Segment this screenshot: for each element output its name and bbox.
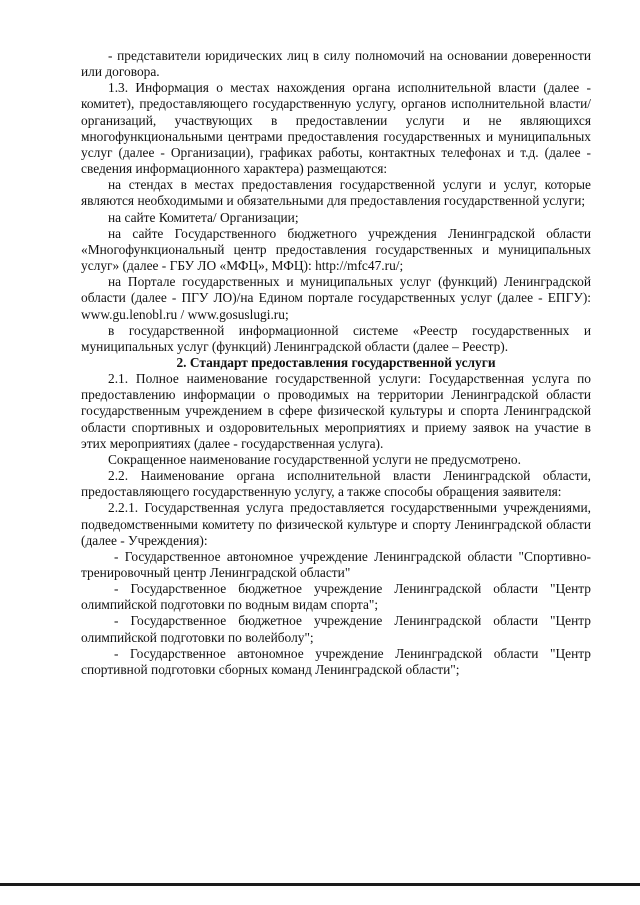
paragraph-2-2-1-institutions: 2.2.1. Государственная услуга предоставляется государственными учреждениями, подведомственными комитету по физической культуре и спорту Ленинградской области (далее - Учреждения): bbox=[81, 500, 591, 548]
section-heading: 2. Стандарт предоставления государственной услуги bbox=[176, 354, 496, 370]
document-page bbox=[81, 48, 591, 678]
list-item-institution: - Государственное автономное учреждение Ленинградской области "Центр спортивной подготовки сборных команд Ленинградской области"; bbox=[81, 645, 591, 677]
paragraph-1-3-information: 1.3. Информация о местах нахождения органа исполнительной власти (далее - комитет), предоставляющего государственную услугу, органов исполнительной власти/ организаций, участвующих в предоставлении услуги и не являющихся многофункциональными центрами предоставления государственных и муниципальных услуг (далее - Организации), графиках работы, контактных телефонах и т.д. (далее - сведения информационного характера) размещаются: bbox=[81, 80, 591, 177]
scan-edge-divider bbox=[0, 883, 640, 886]
paragraph-2-2-authority: 2.2. Наименование органа исполнительной власти Ленинградской области, предоставляющего государственную услугу, а также способы обращения заявителя: bbox=[81, 468, 591, 500]
paragraph-committee-site: на сайте Комитета/ Организации; bbox=[108, 209, 299, 225]
paragraph-portal: на Портале государственных и муниципальных услуг (функций) Ленинградской области (далее - ПГУ ЛО)/на Едином портале государственных услуг (далее - ЕПГУ): www.gu.lenobl.ru / www.gosuslugi.ru; bbox=[81, 274, 591, 322]
paragraph-legal-representatives: - представители юридических лиц в силу полномочий на основании доверенности или договора. bbox=[81, 48, 591, 80]
list-item-institution: - Государственное бюджетное учреждение Ленинградской области "Центр олимпийской подготовки по волейболу"; bbox=[81, 613, 591, 645]
paragraph-stands: на стендах в местах предоставления государственной услуги и услуг, которые являются необходимыми и обязательными для предоставления государственной услуги; bbox=[81, 177, 591, 209]
paragraph-mfc-site: на сайте Государственного бюджетного учреждения Ленинградской области «Многофункциональный центр предоставления государственных и муниципальных услуг» (далее - ГБУ ЛО «МФЦ», МФЦ): http://mfc47.ru/; bbox=[81, 225, 591, 274]
paragraph-registry: в государственной информационной системе «Реестр государственных и муниципальных услуг (функций) Ленинградской области (далее – Реестр). bbox=[81, 322, 591, 354]
paragraph-short-name: Сокращенное наименование государственной услуги не предусмотрено. bbox=[108, 451, 521, 467]
list-item-institution: - Государственное автономное учреждение Ленинградской области "Спортивно-тренировочный центр Ленинградской области" bbox=[81, 548, 591, 580]
paragraph-2-1-full-name: 2.1. Полное наименование государственной услуги: Государственная услуга по предоставлению информации о проводимых на территории Ленинградской области государственным учреждением в сфере физической культуры и спорта Ленинградской области спортивных и оздоровительных мероприятиях и приему заявок на участие в этих мероприятиях (далее - государственная услуга). bbox=[81, 371, 591, 451]
list-item-institution: - Государственное бюджетное учреждение Ленинградской области "Центр олимпийской подготовки по водным видам спорта"; bbox=[81, 581, 591, 613]
